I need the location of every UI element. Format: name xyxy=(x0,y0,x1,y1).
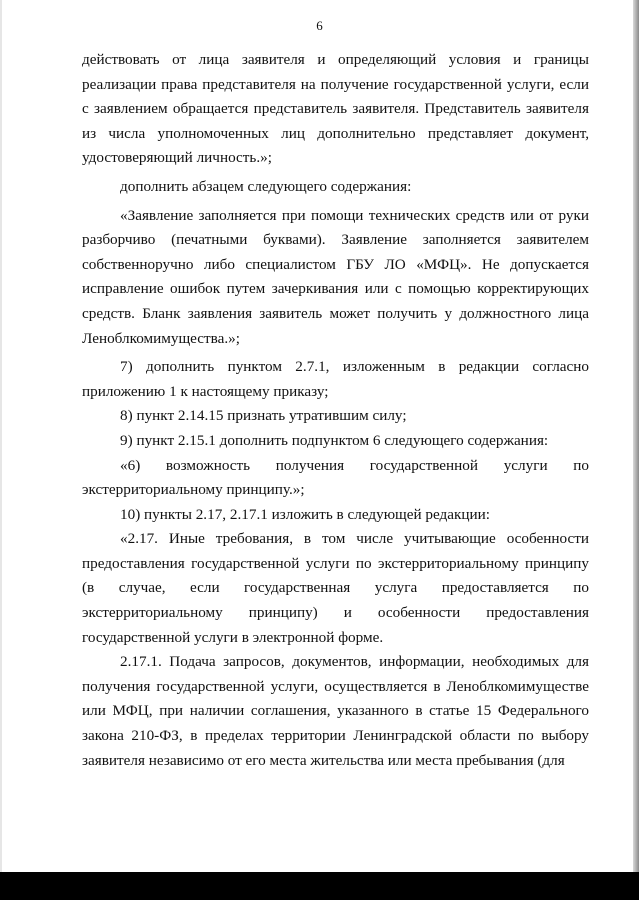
paragraph-item-8: 8) пункт 2.14.15 признать утратившим силу; xyxy=(120,407,407,425)
paragraph-section-2-17-1: 2.17.1. Подача запросов, документов, информации, необходимых для получения государственной услуги, осуществляется в Леноблкомимуществе или МФЦ, при наличии соглашения, указанного в статье 15 Федерального закона 210-ФЗ, в пределах территории Ленинградской области по выбору заявителя независимо от его места жительства или места пребывания (для xyxy=(82,653,589,769)
paragraph-item-9: 9) пункт 2.15.1 дополнить подпунктом 6 следующего содержания: xyxy=(120,431,549,449)
paragraph-item-10: 10) пункты 2.17, 2.17.1 изложить в следующей редакции: xyxy=(120,505,490,523)
paragraph-amendment-intro: дополнить абзацем следующего содержания: xyxy=(120,177,412,195)
page-number: 6 xyxy=(316,18,323,33)
scan-bottom-border xyxy=(0,872,639,900)
page-edge-shadow xyxy=(633,0,639,872)
document-body xyxy=(82,48,589,773)
paragraph-section-2-17: «2.17. Иные требования, в том числе учитывающие особенности предоставления государственной услуги по экстерриториальному принципу (в случае, если государственная услуга предоставляется по экстерриториальному принципу) и особенности предоставления государственной услуги в электронной форме. xyxy=(82,530,589,646)
paragraph-continuation: действовать от лица заявителя и определяющий условия и границы реализации права представителя на получение государственной услуги, если с заявлением обращается представитель заявителя. Представитель заявителя из числа уполномоченных лиц дополнительно представляет документ, удостоверяющий личность.»; xyxy=(82,51,589,167)
paragraph-item-7: 7) дополнить пунктом 2.7.1, изложенным в редакции согласно приложению 1 к настоящему приказу; xyxy=(82,358,589,400)
page-edge-left xyxy=(0,0,2,872)
paragraph-quoted-application-text: «Заявление заполняется при помощи технических средств или от руки разборчиво (печатными буквами). Заявление заполняется заявителем собственноручно либо специалистом ГБУ ЛО «МФЦ». Не допускается исправление ошибок путем зачеркивания или с помощью корректирующих средств. Бланк заявления заявитель может получить у должностного лица Леноблкомимущества.»; xyxy=(82,206,589,347)
paragraph-subitem-6: «6) возможность получения государственной услуги по экстерриториальному принципу.»; xyxy=(82,456,589,499)
